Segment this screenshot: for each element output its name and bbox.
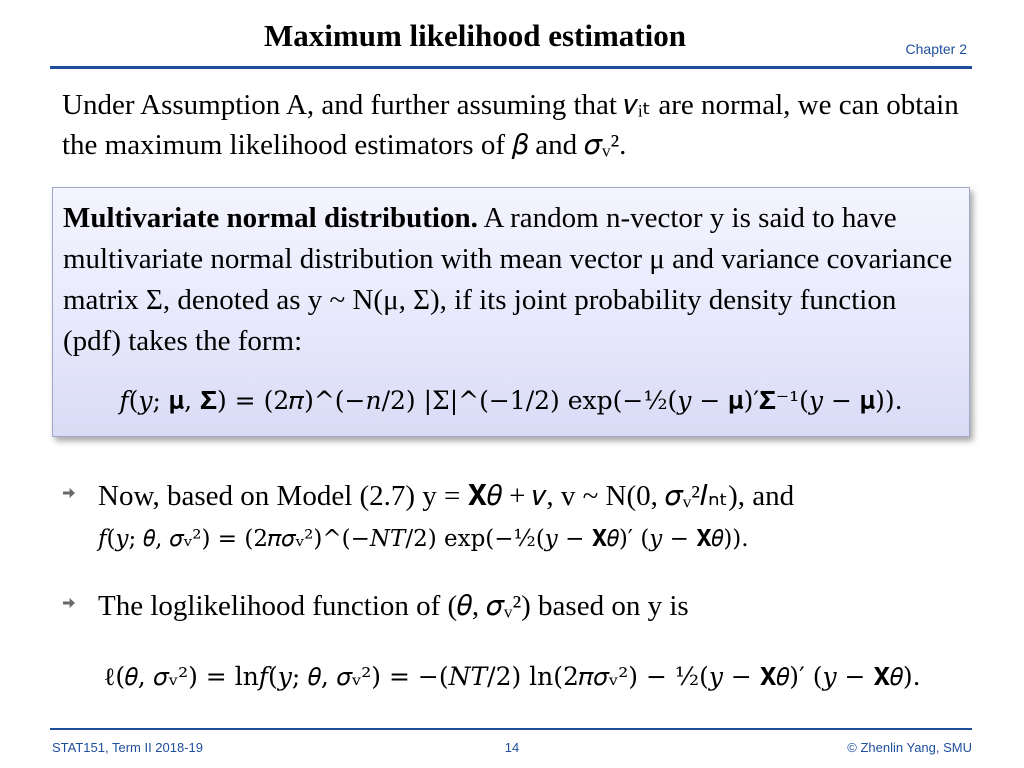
loglikelihood-formula: ℓ(𝜃, 𝜎ᵥ²) = ln𝑓(𝑦; 𝜃, 𝜎ᵥ²) = −(𝑁𝑇/2) ln(2𝜋𝜎ᵥ²) − ½(𝑦 − 𝐗𝜃)′ (𝑦 − 𝐗𝜃).	[103, 662, 921, 691]
page-number: 14	[504, 740, 520, 755]
definition-text	[63, 198, 958, 362]
footer-rule	[50, 728, 972, 730]
footer-course: STAT151, Term II 2018-19	[52, 740, 204, 755]
definition-box	[52, 187, 970, 437]
bullet-loglik-text: The loglikelihood function of (𝜃, 𝜎ᵥ²) based on y is	[98, 590, 689, 622]
slide-title: Maximum likelihood estimation	[264, 18, 686, 53]
chapter-label: Chapter 2	[905, 41, 967, 57]
definition-heading: Multivariate normal distribution.	[63, 202, 478, 234]
bullet-loglik	[78, 586, 689, 626]
likelihood-formula: 𝑓(𝑦; 𝜃, 𝜎ᵥ²) = (2𝜋𝜎ᵥ²)^(−𝑁𝑇/2) exp(−½(𝑦 − 𝐗𝜃)′ (𝑦 − 𝐗𝜃)).	[98, 526, 749, 552]
header-rule	[50, 66, 972, 69]
mvn-pdf-formula: 𝑓(𝑦; 𝛍, 𝚺) = (2𝜋)^(−𝑛/2) |Σ|^(−1/2) exp(−½(𝑦 − 𝛍)′𝚺⁻¹(𝑦 − 𝛍)).	[119, 386, 903, 415]
intro-paragraph: Under Assumption A, and further assuming that 𝑣ᵢₜ are normal, we can obtain the maximum likelihood estimators of 𝛽 and 𝜎ᵥ².	[62, 89, 959, 161]
bullet-arrow-icon	[63, 488, 75, 498]
footer-copyright: © Zhenlin Yang, SMU	[847, 740, 972, 755]
bullet-arrow-icon	[63, 598, 75, 608]
definition-body: A random n-vector y is said to have multivariate normal distribution with mean vector μ and variance covariance matrix Σ, denoted as y ~ N(μ, Σ), if its joint probability density function (pdf) takes the form:	[63, 202, 953, 357]
bullet-model-text: Now, based on Model (2.7) y = 𝐗𝜃 + 𝑣, v ~ N(0, 𝜎ᵥ²𝐼ₙₜ), and	[98, 480, 795, 512]
bullet-model	[78, 476, 794, 516]
